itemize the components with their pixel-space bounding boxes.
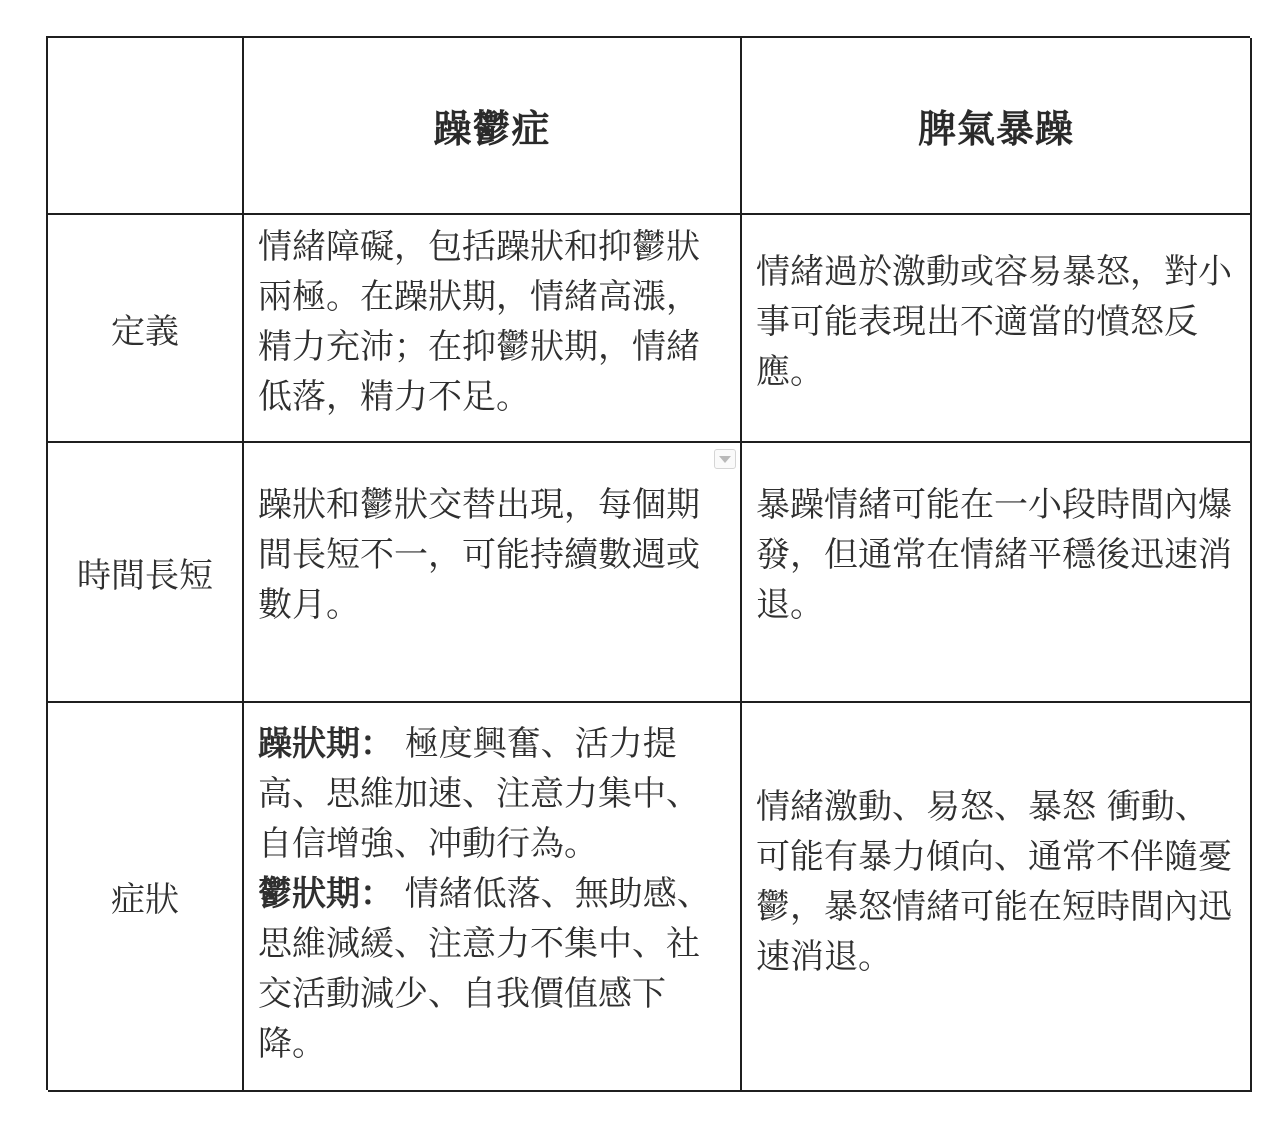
header-label-temper: 脾氣暴躁 (917, 107, 1074, 151)
header-label-bipolar: 躁鬱症 (433, 107, 551, 151)
row-label-cell-definition (48, 215, 244, 443)
temper-symptoms-text: 情緒激動、易怒、暴怒 衝動、可能有暴力傾向、通常不伴隨憂鬱，暴怒情緒可能在短時間內迅速消退。 (756, 786, 1232, 977)
temper-definition-cell (742, 215, 1252, 443)
row-label-symptoms: 症狀 (111, 880, 179, 920)
header-cell-empty (48, 38, 244, 215)
comparison-table (46, 36, 1250, 1090)
bipolar-symptoms-text (258, 719, 726, 1069)
depressive-phase-heading: 鬱狀期： (258, 873, 394, 914)
row-label-cell-symptoms (48, 703, 244, 1092)
temper-definition-text: 情緒過於激動或容易暴怒，對小事可能表現出不適當的憤怒反應。 (756, 252, 1232, 392)
bipolar-definition-text: 情緒障礙，包括躁狀和抑鬱狀兩極。在躁狀期，情緒高漲，精力充沛；在抑鬱狀期，情緒低落，精力不足。 (258, 227, 700, 417)
header-cell-bipolar (244, 38, 742, 215)
temper-duration-text: 暴躁情緒可能在一小段時間內爆發，但通常在情緒平穩後迅速消退。 (756, 485, 1232, 625)
manic-phase-text: 極度興奮、活力提高、思維加速、注意力集中、自信增強、冲動行為。 (258, 723, 700, 864)
temper-symptoms-cell (742, 703, 1252, 1092)
row-label-duration: 時間長短 (77, 555, 213, 596)
manic-phase-block (258, 719, 726, 869)
chevron-down-icon (719, 456, 731, 463)
row-label-cell-duration (48, 443, 244, 703)
row-label-definition: 定義 (111, 311, 179, 352)
bipolar-definition-cell (244, 215, 742, 443)
bipolar-duration-text: 躁狀和鬱狀交替出現，每個期間長短不一，可能持續數週或數月。 (258, 485, 700, 625)
depressive-phase-block (258, 869, 726, 1069)
depressive-phase-text: 情緒低落、無助感、思維減緩、注意力不集中、社交活動減少、自我價值感下降。 (258, 873, 711, 1064)
temper-duration-cell (742, 443, 1252, 703)
bipolar-duration-cell (244, 443, 742, 703)
bipolar-symptoms-cell (244, 703, 742, 1092)
manic-phase-heading: 躁狀期： (258, 723, 394, 764)
header-cell-temper (742, 38, 1252, 215)
cell-dropdown-button[interactable] (714, 449, 736, 469)
